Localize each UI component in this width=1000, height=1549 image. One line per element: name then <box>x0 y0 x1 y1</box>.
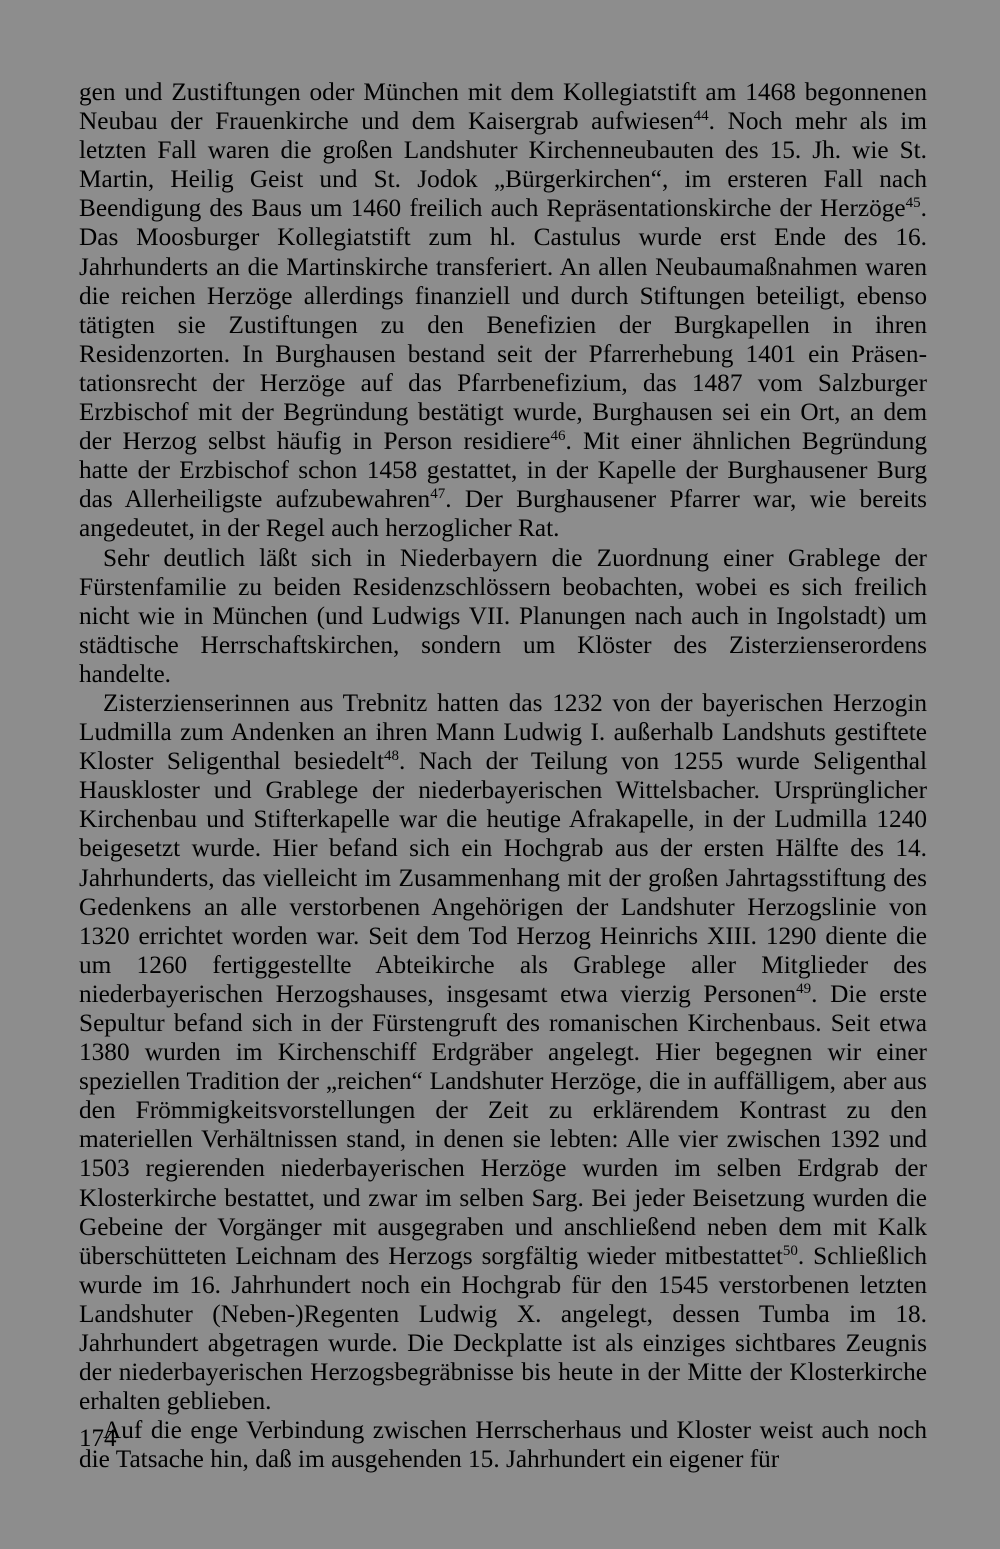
footnote-marker: 50 <box>782 1242 798 1259</box>
footnote-marker: 49 <box>796 980 812 997</box>
text-run: . Noch mehr als im letzten Fall waren die großen Landshuter Kirchenneubauten des 15. Jh. wie St. Martin, Heilig Geist und St. Jodok „Bürgerkirchen“, im ersteren Fall nach Beendigung des Baus um 1460 freilich auch Repräsentationskirche der Herzöge <box>79 107 927 223</box>
book-page-body <box>79 78 927 1475</box>
text-run: . Die erste Sepultur befand sich in der Fürstengruft des romanischen Kirchenbaus. Seit etwa 1380 wurden im Kirchenschiff Erdgräber angelegt. Hier begegnen wir einer speziellen Tradition der „reichen“ Landshuter Herzöge, die in auffälligem, aber aus den Frömmigkeitsvorstellungen der Zeit zu erklärendem Kontrast zu den materiellen Verhältnissen stand, in denen sie lebten: Alle vier zwischen 1392 und 1503 regierenden niederbayerischen Herzöge wurden im selben Erdgrab der Klosterkirche bestattet, und zwar im selben Sarg. Bei jeder Beisetzung wurden die Gebeine der Vorgänger mit ausgegraben und anschließend neben dem mit Kalk überschütteten Leichnam des Herzogs sorgfältig wieder mitbestattet <box>79 979 927 1270</box>
footnote-marker: 48 <box>384 748 400 765</box>
paragraph-3 <box>79 689 927 1416</box>
paragraph-4 <box>79 1416 927 1474</box>
footnote-marker: 45 <box>905 195 921 212</box>
footnote-marker: 44 <box>693 108 709 125</box>
footnote-marker: 46 <box>550 428 566 445</box>
text-run: Auf die enge Verbindung zwischen Herrscherhaus und Kloster weist auch noch die Tatsache hin, daß im ausgehenden 15. Jahrhundert ein eigener für <box>79 1416 927 1474</box>
footnote-marker: 47 <box>430 486 446 503</box>
text-run: Zisterzienserinnen aus Trebnitz hatten das 1232 von der bayerischen Herzogin Ludmilla zum Andenken an ihren Mann Ludwig I. außerhalb Landshuts gestiftete Kloster Seligenthal besiedelt <box>79 688 927 776</box>
paragraph-1 <box>79 78 927 544</box>
text-run: . Mit einer ähnlichen Begründung hatte der Erzbischof schon 1458 gestattet, in der Kapelle der Burghausener Burg das Allerheiligste aufzubewahren <box>79 427 927 514</box>
text-run: . Der Burghausener Pfarrer war, wie bereits angedeutet, in der Regel auch herzoglicher Rat. <box>79 485 927 543</box>
text-run: gen und Zustiftungen oder München mit dem Kollegiatstift am 1468 begonnenen Neubau der Frauenkirche und dem Kaisergrab aufwiesen <box>79 78 927 136</box>
text-run: Sehr deutlich läßt sich in Niederbayern die Zuordnung einer Grablege der Fürstenfamilie zu beiden Residenzschlössern beobachten, wobei es sich freilich nicht wie in München (und Ludwigs VII. Planungen nach auch in Ingolstadt) um städtische Herrschaftskirchen, sondern um Klöster des Zisterzienserordens handelte. <box>79 543 927 688</box>
text-run: . Schließlich wurde im 16. Jahrhundert noch ein Hochgrab für den 1545 verstorbenen letzten Landshuter (Neben-)Regenten Ludwig X. angelegt, dessen Tumba im 18. Jahrhundert abgetragen wurde. Die Deckplatte ist als einziges sichtbares Zeugnis der niederbayerischen Herzogsbegräbnisse bis heute in der Mitte der Klosterkirche erhalten geblieben. <box>79 1241 927 1416</box>
text-run: . Das Moosburger Kollegiatstift zum hl. Castulus wurde erst Ende des 16. Jahrhunderts an die Martinskirche transferiert. An allen Neubaumaßnahmen waren die reichen Herzöge allerdings finanziell und durch Stiftungen beteiligt, ebenso tätigten sie Zustiftungen zu den Benefizien der Burgkapellen in ihren Residenzorten. In Burghausen bestand seit der Pfarrerhebung 1401 ein Präsentationsrecht der Herzöge auf das Pfarrbenefizium, das 1487 vom Salzburger Erzbischof mit der Begründung bestätigt wurde, Burghausen sei ein Ort, an dem der Herzog selbst häufig in Person residiere <box>79 194 927 456</box>
text-run: . Nach der Teilung von 1255 wurde Seligenthal Hauskloster und Grablege der niederbayerischen Wittelsbacher. Ursprünglicher Kirchenbau und Stifterkapelle war die heutige Afrakapelle, in der Ludmilla 1240 beigesetzt wurde. Hier befand sich ein Hochgrab aus der ersten Hälfte des 14. Jahrhunderts, das vielleicht im Zusammenhang mit der großen Jahrtagsstiftung des Gedenkens an alle verstorbenen Angehörigen der Landshuter Herzogslinie von 1320 errichtet worden war. Seit dem Tod Herzog Heinrichs XIII. 1290 diente die um 1260 fertiggestellte Abteikirche als Grablege aller Mitglieder des niederbayerischen Herzogshauses, insgesamt etwa vierzig Personen <box>79 747 927 1008</box>
paragraph-2 <box>79 544 927 689</box>
page-number: 174 <box>79 1425 117 1452</box>
